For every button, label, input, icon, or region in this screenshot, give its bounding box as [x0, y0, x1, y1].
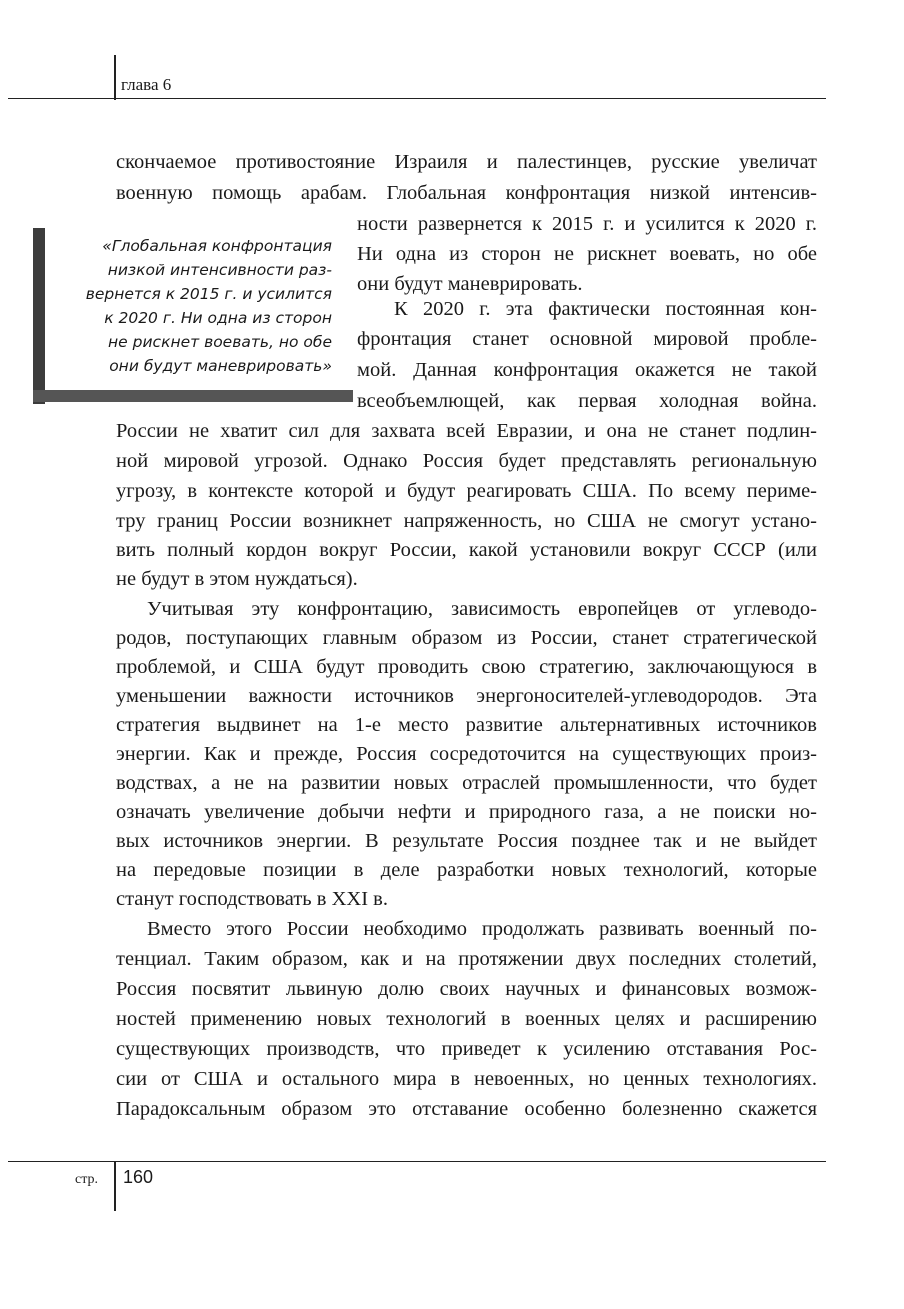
page-label: стр.	[75, 1172, 99, 1187]
pull-quote-line: вернется к 2015 г. и усилится	[85, 285, 332, 303]
body-line: тру границ России возникнет напряженность, но США не смогут устано-	[116, 510, 817, 532]
body-line: проблемой, и США будут проводить свою стратегию, заключающуюся в	[116, 656, 817, 678]
page-number: 160	[123, 1167, 154, 1187]
body-line: Парадоксальным образом это отставание особенно болезненно скажется	[116, 1098, 817, 1120]
footer-rule	[8, 1161, 826, 1162]
body-line: мой. Данная конфронтация окажется не такой	[357, 359, 817, 381]
header-vertical-rule	[114, 55, 116, 100]
body-line: на передовые позиции в деле разработки новых технологий, которые	[116, 859, 817, 881]
pull-quote-line: «Глобальная конфронтация	[102, 237, 332, 255]
body-line: вить полный кордон вокруг России, какой установили вокруг СССР (или	[116, 539, 817, 561]
footer-vertical-rule	[114, 1161, 116, 1211]
body-line: энергии. Как и прежде, Россия сосредоточится на существующих произ-	[116, 743, 817, 765]
body-line: угрозу, в контексте которой и будут реагировать США. По всему периме-	[116, 480, 817, 502]
body-line: существующих производств, что приведет к усилению отставания Рос-	[116, 1038, 817, 1060]
body-line: означать увеличение добычи нефти и природного газа, а не поиски но-	[116, 801, 817, 823]
body-line: скончаемое противостояние Израиля и палестинцев, русские увеличат	[116, 151, 817, 173]
body-line: родов, поступающих главным образом из России, станет стратегической	[116, 627, 817, 649]
pull-quote-line: к 2020 г. Ни одна из сторон	[104, 309, 332, 327]
pull-quote-bottom-bar	[33, 390, 353, 402]
body-line: не будут в этом нуждаться).	[116, 568, 358, 590]
body-line: К 2020 г. эта фактически постоянная кон-	[394, 298, 817, 320]
body-line: фронтация станет основной мировой пробле-	[357, 328, 817, 350]
pull-quote-bar	[33, 228, 45, 404]
body-line: всеобъемлющей, как первая холодная война.	[357, 390, 817, 412]
pull-quote-line: они будут маневрировать»	[109, 357, 332, 375]
body-line: Ни одна из сторон не рискнет воевать, но обе	[357, 243, 817, 265]
body-line: России не хватит сил для захвата всей Евразии, и она не станет подлин-	[116, 420, 817, 442]
pull-quote-line: низкой интенсивности раз-	[107, 261, 332, 279]
pull-quote-line: не рискнет воевать, но обе	[108, 333, 332, 351]
body-line: ностей применению новых технологий в военных целях и расширению	[116, 1008, 817, 1030]
chapter-label: глава 6	[121, 75, 172, 94]
body-line: Вместо этого России необходимо продолжать развивать военный по-	[147, 918, 817, 940]
body-line: уменьшении важности источников энергоносителей-углеводородов. Эта	[116, 685, 817, 707]
body-line: они будут маневрировать.	[357, 273, 583, 295]
body-line: Россия посвятит львиную долю своих научных и финансовых возмож-	[116, 978, 817, 1000]
body-line: ности развернется к 2015 г. и усилится к 2020 г.	[357, 213, 817, 235]
body-line: стратегия выдвинет на 1-е место развитие альтернативных источников	[116, 714, 817, 736]
body-line: водствах, а не на развитии новых отраслей промышленности, что будет	[116, 772, 817, 794]
body-line: вых источников энергии. В результате Россия позднее так и не выйдет	[116, 830, 817, 852]
body-line: сии от США и остального мира в невоенных, но ценных технологиях.	[116, 1068, 817, 1090]
header-rule	[8, 98, 826, 99]
body-line: ной мировой угрозой. Однако Россия будет представлять региональную	[116, 450, 817, 472]
body-line: тенциал. Таким образом, как и на протяжении двух последних столетий,	[116, 948, 817, 970]
body-line: Учитывая эту конфронтацию, зависимость европейцев от углеводо-	[147, 598, 817, 620]
body-line: военную помощь арабам. Глобальная конфронтация низкой интенсив-	[116, 182, 817, 204]
body-line: станут господствовать в XXI в.	[116, 888, 388, 910]
